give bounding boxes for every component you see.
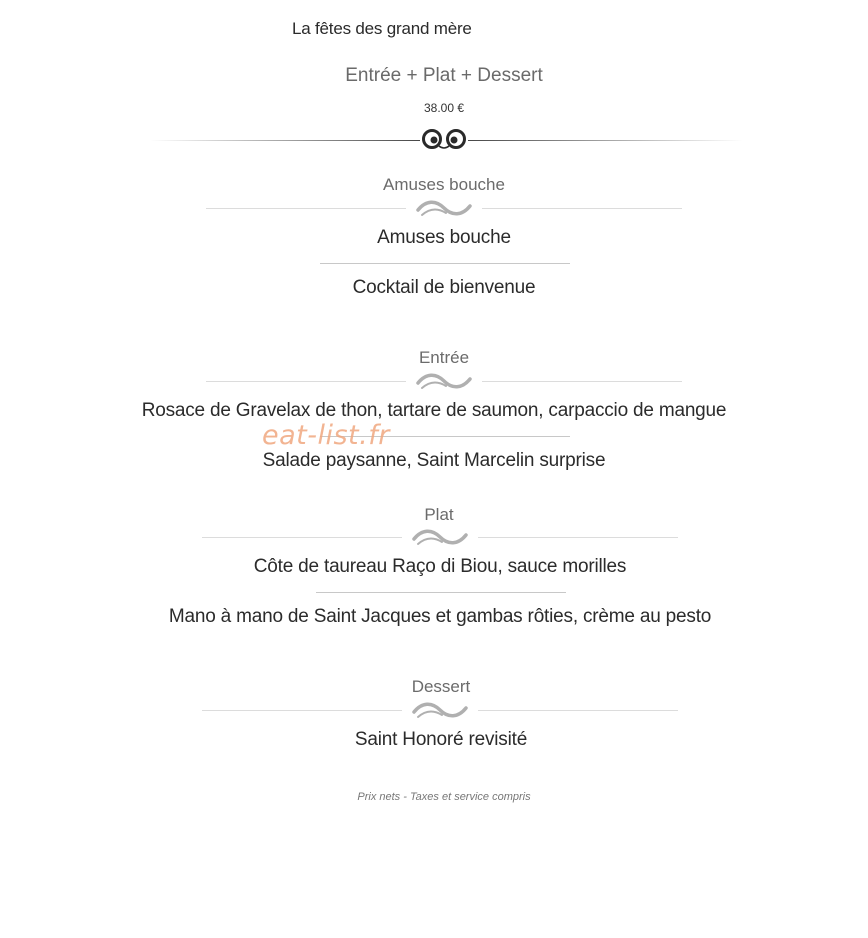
watermark: eat-list.fr bbox=[262, 420, 390, 451]
dish-salade: Salade paysanne, Saint Marcelin surprise bbox=[262, 450, 606, 471]
section-line-left bbox=[206, 208, 406, 209]
dish-cocktail: Cocktail de bienvenue bbox=[352, 277, 536, 298]
section-title-amuses-bouche: Amuses bouche bbox=[383, 175, 505, 194]
section-title-dessert: Dessert bbox=[411, 677, 471, 696]
dish-cote-taureau: Côte de taureau Raço di Biou, sauce morilles bbox=[253, 556, 627, 577]
wave-flourish-icon bbox=[412, 700, 468, 720]
section-line-right bbox=[478, 710, 678, 711]
section-line-right bbox=[482, 381, 682, 382]
wave-flourish-icon bbox=[416, 371, 472, 391]
price-note: Prix nets - Taxes et service compris bbox=[357, 791, 531, 803]
dish-separator bbox=[316, 592, 566, 593]
dish-saint-honore: Saint Honoré revisité bbox=[354, 729, 528, 750]
menu-price: 38.00 € bbox=[423, 101, 465, 115]
section-title-entree: Entrée bbox=[418, 348, 470, 367]
wave-flourish-icon bbox=[416, 198, 472, 218]
section-line-left bbox=[206, 381, 406, 382]
double-swirl-ornament-icon bbox=[419, 127, 469, 153]
menu-formula: Entrée + Plat + Dessert bbox=[345, 65, 543, 86]
section-line-left bbox=[202, 710, 402, 711]
dish-mano-a-mano: Mano à mano de Saint Jacques et gambas rôties, crème au pesto bbox=[168, 606, 712, 627]
dish-rosace: Rosace de Gravelax de thon, tartare de saumon, carpaccio de mangue bbox=[141, 400, 727, 421]
section-line-right bbox=[478, 537, 678, 538]
wave-flourish-icon bbox=[412, 527, 468, 547]
section-title-plat: Plat bbox=[424, 505, 454, 524]
dish-separator bbox=[320, 263, 570, 264]
menu-title: La fêtes des grand mère bbox=[292, 19, 472, 38]
section-line-left bbox=[202, 537, 402, 538]
section-line-right bbox=[482, 208, 682, 209]
dish-amuses-bouche: Amuses bouche bbox=[377, 227, 511, 248]
